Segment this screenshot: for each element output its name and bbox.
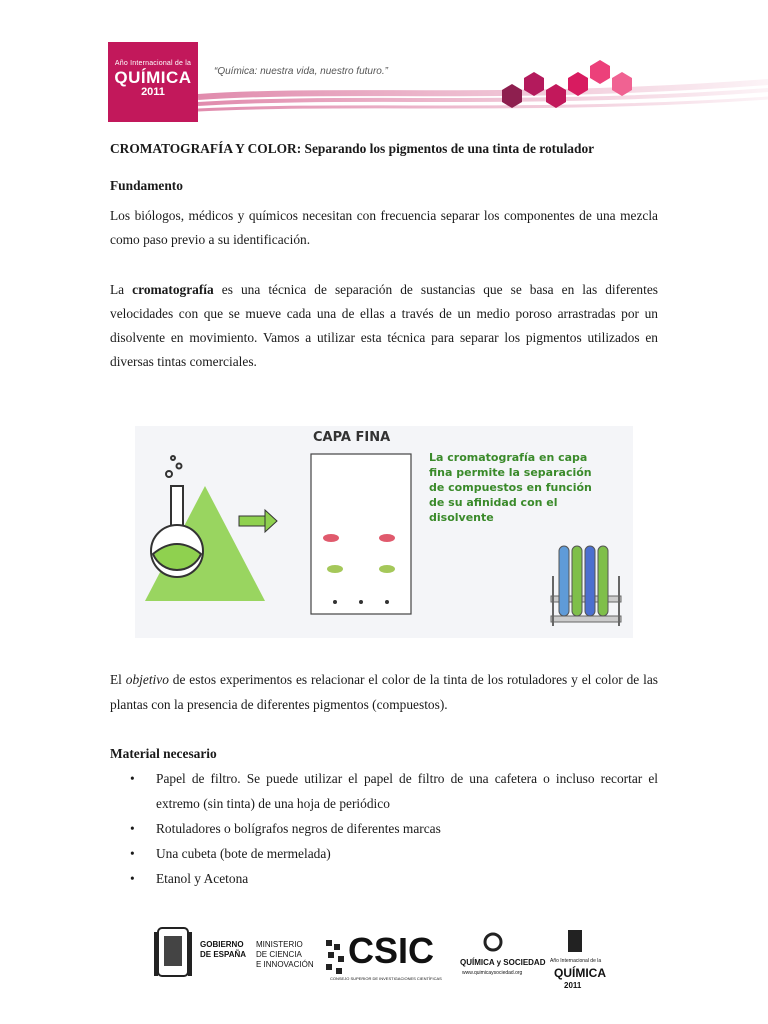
foro-logo-icon [485,934,501,950]
ministerio-label [256,940,314,970]
aiq-line3: 2011 [564,981,582,990]
csic-logo: CSIC [348,930,435,971]
gobierno-label [200,940,246,960]
spot-red-2 [379,534,395,542]
tlc-plate [311,454,411,614]
list-item: • Una cubeta (bote de mermelada) [110,841,658,866]
spain-coat-of-arms-icon [154,928,192,976]
origin-dot-2 [359,600,363,604]
spot-green-1 [327,565,343,573]
min-line1: MINISTERIO [256,940,303,949]
objective-rest: de estos experimentos es relacionar el color de la tinta de los rotuladores y el color de las plantas con la presencia de diferentes pigmentos (compuestos). [110,672,658,712]
logo-line3: 2011 [141,86,165,98]
spot-green-2 [379,565,395,573]
figure-title: CAPA FINA [313,430,391,445]
list-item: • Etanol y Acetona [110,866,658,891]
figure-caption: La cromatografía en capa fina permite la separación de compuestos en función de su afinidad con el disolvente [429,451,592,524]
arrow-icon [239,510,277,532]
page-title: CROMATOGRAFÍA Y COLOR: Separando los pigmentos de una tinta de rotulador [110,141,595,156]
banner-decoration [198,42,768,126]
material-section [110,741,658,891]
foro-url: www.quimicaysociedad.org [462,970,523,976]
footer-logos [150,920,620,1000]
objective-start: El [110,672,126,687]
material-list [110,766,658,891]
header-banner [108,42,768,126]
list-item: • Rotuladores o bolígrafos negros de diferentes marcas [110,816,658,841]
gob-line1: GOBIERNO [200,940,244,949]
slogan: “Química: nuestra vida, nuestro futuro.” [214,66,388,77]
chromatography-figure [135,426,633,638]
section-heading-material: Material necesario [110,746,217,761]
origin-dot-1 [333,600,337,604]
gob-line2: DE ESPAÑA [200,950,247,959]
aiq-line1: Año Internacional de la [550,958,602,964]
iyc-logo [108,42,198,122]
min-line2: DE CIENCIA [256,950,302,959]
p2-rest: es una técnica de separación de sustancias que se basa en las diferentes velocidades con que se mueve cada una de ellas a través de un medio poroso arrastradas por un disolvente en movimiento. Vamos a utilizar esta técnica para separar los pigmentos utilizados en diversas tintas comerciales. [110,282,658,369]
list-item: • Papel de filtro. Se puede utilizar el papel de filtro de una cafetera o incluso recortar el extremo (sin tinta) de una hoja de periódico [110,766,658,816]
p2-start: La [110,282,133,297]
test-tube-rack-icon [551,546,621,626]
logo-line1: Año Internacional de la [114,60,192,67]
iyc-footer-logo-icon [568,930,582,952]
paragraph-1: Los biólogos, médicos y químicos necesitan con frecuencia separar los componentes de una mezcla como paso previo a su identificación. [110,208,658,247]
csic-mark-icon [326,940,344,974]
paragraph-2 [110,278,658,374]
aiq-line2: QUÍMICA [554,966,606,980]
origin-dot-3 [385,600,389,604]
objective-italic-term: objetivo [125,672,169,687]
main-content [110,140,658,374]
p2-bold-term: cromatografía [132,282,214,297]
logo-line2: QUÍMICA [114,68,192,87]
objective-paragraph [110,667,658,717]
foro-title: QUÍMICA y SOCIEDAD [460,958,546,967]
min-line3: E INNOVACIÓN [256,960,314,969]
csic-subtitle: CONSEJO SUPERIOR DE INVESTIGACIONES CIENTÍFICAS [330,976,442,981]
section-heading-fundamento: Fundamento [110,178,183,193]
spot-red-1 [323,534,339,542]
